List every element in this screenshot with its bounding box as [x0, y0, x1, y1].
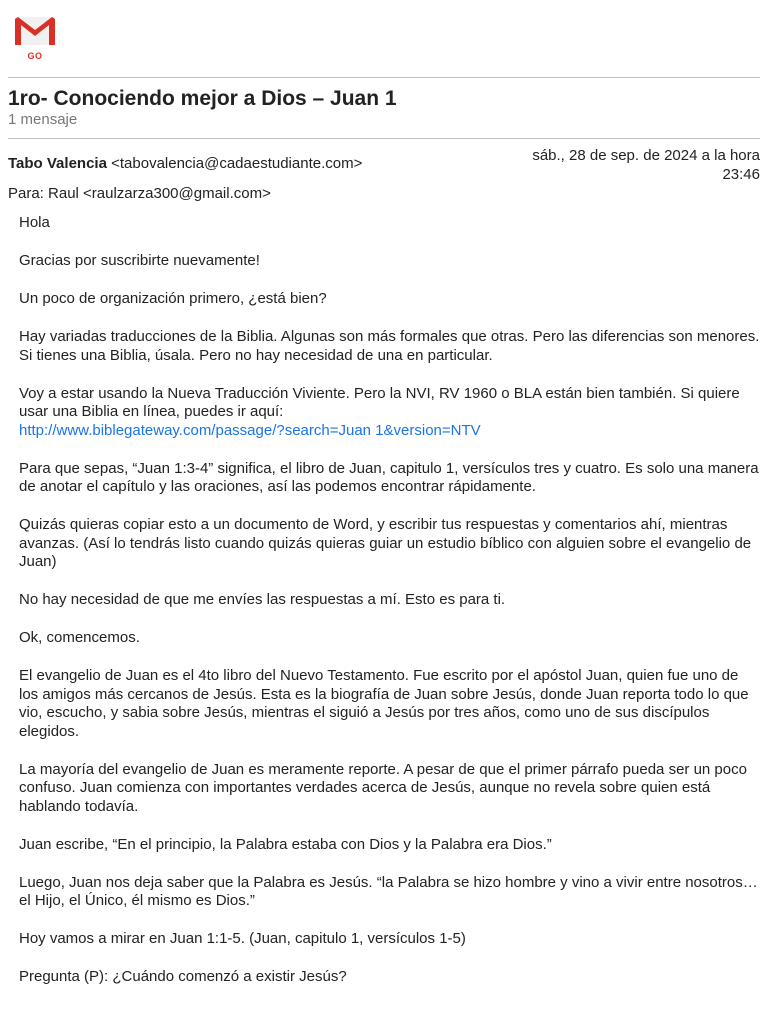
body-paragraph: Quizás quieras copiar esto a un documento de Word, y escribir tus respuestas y comentarios ahí, mientras avanzas. (Así lo tendrás listo cuando quizás quieras guiar un estudio bíblico con alguien sobre el evangelio de Juan) [19, 516, 752, 570]
date-text: sáb., 28 de sep. de 2024 a la hora [532, 147, 760, 164]
header-divider [8, 77, 760, 78]
sender-line [8, 155, 362, 172]
message-count: 1 mensaje [8, 111, 78, 128]
body-paragraph: Luego, Juan nos deja saber que la Palabra es Jesús. “la Palabra se hizo hombre y vino a vivir entre nosotros… el Hijo, el Único, él mismo es Dios.” [19, 873, 758, 909]
body-paragraph: Hola [19, 214, 50, 231]
sender-email[interactable]: <tabovalencia@cadaestudiante.com> [111, 155, 363, 172]
sender-name: Tabo Valencia [8, 155, 107, 172]
body-paragraph: Para que sepas, “Juan 1:3-4” significa, el libro de Juan, capitulo 1, versículos tres y cuatro. Es solo una manera de anotar el capítulo y las oraciones, así las podemos encontrar rápidamente. [19, 459, 759, 495]
gmail-logo[interactable] [8, 10, 62, 66]
email-date [500, 146, 760, 184]
body-paragraph: Un poco de organización primero, ¿está bien? [19, 290, 327, 307]
body-paragraph: Pregunta (P): ¿Cuándo comenzó a existir Jesús? [19, 968, 347, 985]
body-paragraph: Hay variadas traducciones de la Biblia. Algunas son más formales que otras. Pero las diferencias son menores. Si tienes una Biblia, úsala. Pero no hay necesidad de una en particular. [19, 328, 760, 364]
gmail-envelope-icon [8, 10, 62, 50]
biblegateway-link[interactable]: http://www.biblegateway.com/passage/?search=Juan 1&version=NTV [19, 421, 481, 439]
recipient-line: Para: Raul <raulzarza300@gmail.com> [8, 185, 271, 202]
time-text: 23:46 [722, 166, 760, 183]
email-body [19, 214, 761, 1006]
body-paragraph: Ok, comencemos. [19, 629, 140, 646]
subject-divider [8, 138, 760, 139]
logo-text: GO [27, 51, 43, 61]
body-paragraph-with-link [19, 385, 761, 441]
body-paragraph: El evangelio de Juan es el 4to libro del Nuevo Testamento. Fue escrito por el apóstol Juan, quien fue uno de los amigos más cercanos de Jesús. Esta es la biografía de Juan sobre Jesús, donde Juan reporta todo lo que vio, escucho, y sabia sobre Jesús, mientras el siguió a Jesús por tres años, como uno de sus discípulos elegidos. [19, 667, 749, 740]
body-paragraph: Hoy vamos a mirar en Juan 1:1-5. (Juan, capitulo 1, versículos 1-5) [19, 930, 466, 947]
body-paragraph: No hay necesidad de que me envíes las respuestas a mí. Esto es para ti. [19, 591, 506, 608]
email-subject: 1ro- Conociendo mejor a Dios – Juan 1 [8, 87, 397, 110]
body-paragraph: Gracias por suscribirte nuevamente! [19, 252, 260, 269]
body-paragraph: La mayoría del evangelio de Juan es meramente reporte. A pesar de que el primer párrafo pueda ser un poco confuso. Juan comienza con importantes verdades acerca de Jesús, aunque no revela sobre quien está hablando todavía. [19, 760, 747, 815]
body-text: Voy a estar usando la Nueva Traducción Viviente. Pero la NVI, RV 1960 o BLA están bien también. Si quiere usar una Biblia en línea, puedes ir aquí: [19, 384, 740, 420]
body-paragraph: Juan escribe, “En el principio, la Palabra estaba con Dios y la Palabra era Dios.” [19, 835, 552, 853]
